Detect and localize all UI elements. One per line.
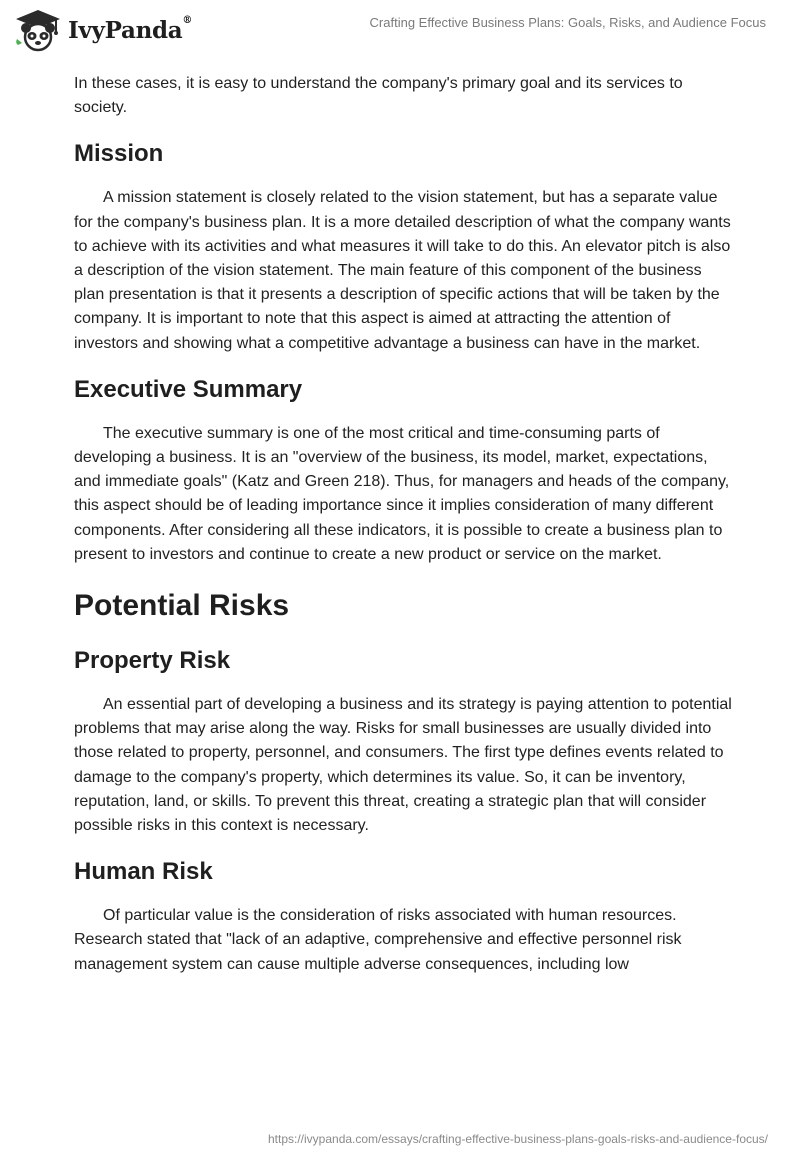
ivypanda-logo[interactable] (14, 8, 192, 52)
panda-graduation-cap-icon (14, 8, 62, 52)
human-risk-paragraph: Of particular value is the consideration of risks associated with human resources. Research stated that "lack of an adaptive, comprehensive and effective personnel risk management system can cause multiple adverse consequences, including low (74, 907, 682, 973)
section-heading-mission: Mission (74, 140, 164, 168)
essay-content (74, 70, 734, 977)
brand-name: IvyPanda® (68, 14, 193, 44)
mission-paragraph: A mission statement is closely related to the vision statement, but has a separate value for the company's business plan. It is a more detailed description of what the company wants to achieve with its activities and what measures it will take to do this. An elevator pitch is also a description of the vision statement. The main feature of this component of the business plan presentation is that it presents a description of specific actions that will be taken by the company. It is important to note that this aspect is aimed at attracting the attention of investors and showing what a competitive advantage a business can have in the market. (74, 189, 731, 352)
page-header (0, 0, 800, 60)
executive-summary-paragraph: The executive summary is one of the most critical and time-consuming parts of developing a business. It is an "overview of the business, its model, market, expectations, and immediate goals" (Katz and Green 218). Thus, for managers and heads of the company, this aspect should be of leading importance since it implies consideration of many different components. After considering all these indicators, it is possible to create a business plan to present to investors and continue to create a new product or service on the market. (74, 424, 730, 563)
section-heading-property-risk: Property Risk (74, 647, 231, 675)
source-url[interactable]: https://ivypanda.com/essays/crafting-effective-business-plans-goals-risks-and-audience-focus/ (267, 1132, 768, 1146)
document-title: Crafting Effective Business Plans: Goals, Risks, and Audience Focus (369, 15, 766, 30)
major-heading-potential-risks: Potential Risks (74, 589, 290, 623)
section-heading-executive-summary: Executive Summary (74, 375, 303, 403)
intro-paragraph: In these cases, it is easy to understand the company's primary goal and its services to society. (74, 75, 683, 117)
section-heading-human-risk: Human Risk (74, 858, 213, 886)
property-risk-paragraph: An essential part of developing a business and its strategy is paying attention to potential problems that may arise along the way. Risks for small businesses are usually divided into those related to property, personnel, and consumers. The first type defines events related to damage to the company's property, which determines its value. So, it can be inventory, reputation, land, or skills. To prevent this threat, creating a strategic plan that will consider possible risks in this context is necessary. (74, 696, 732, 835)
